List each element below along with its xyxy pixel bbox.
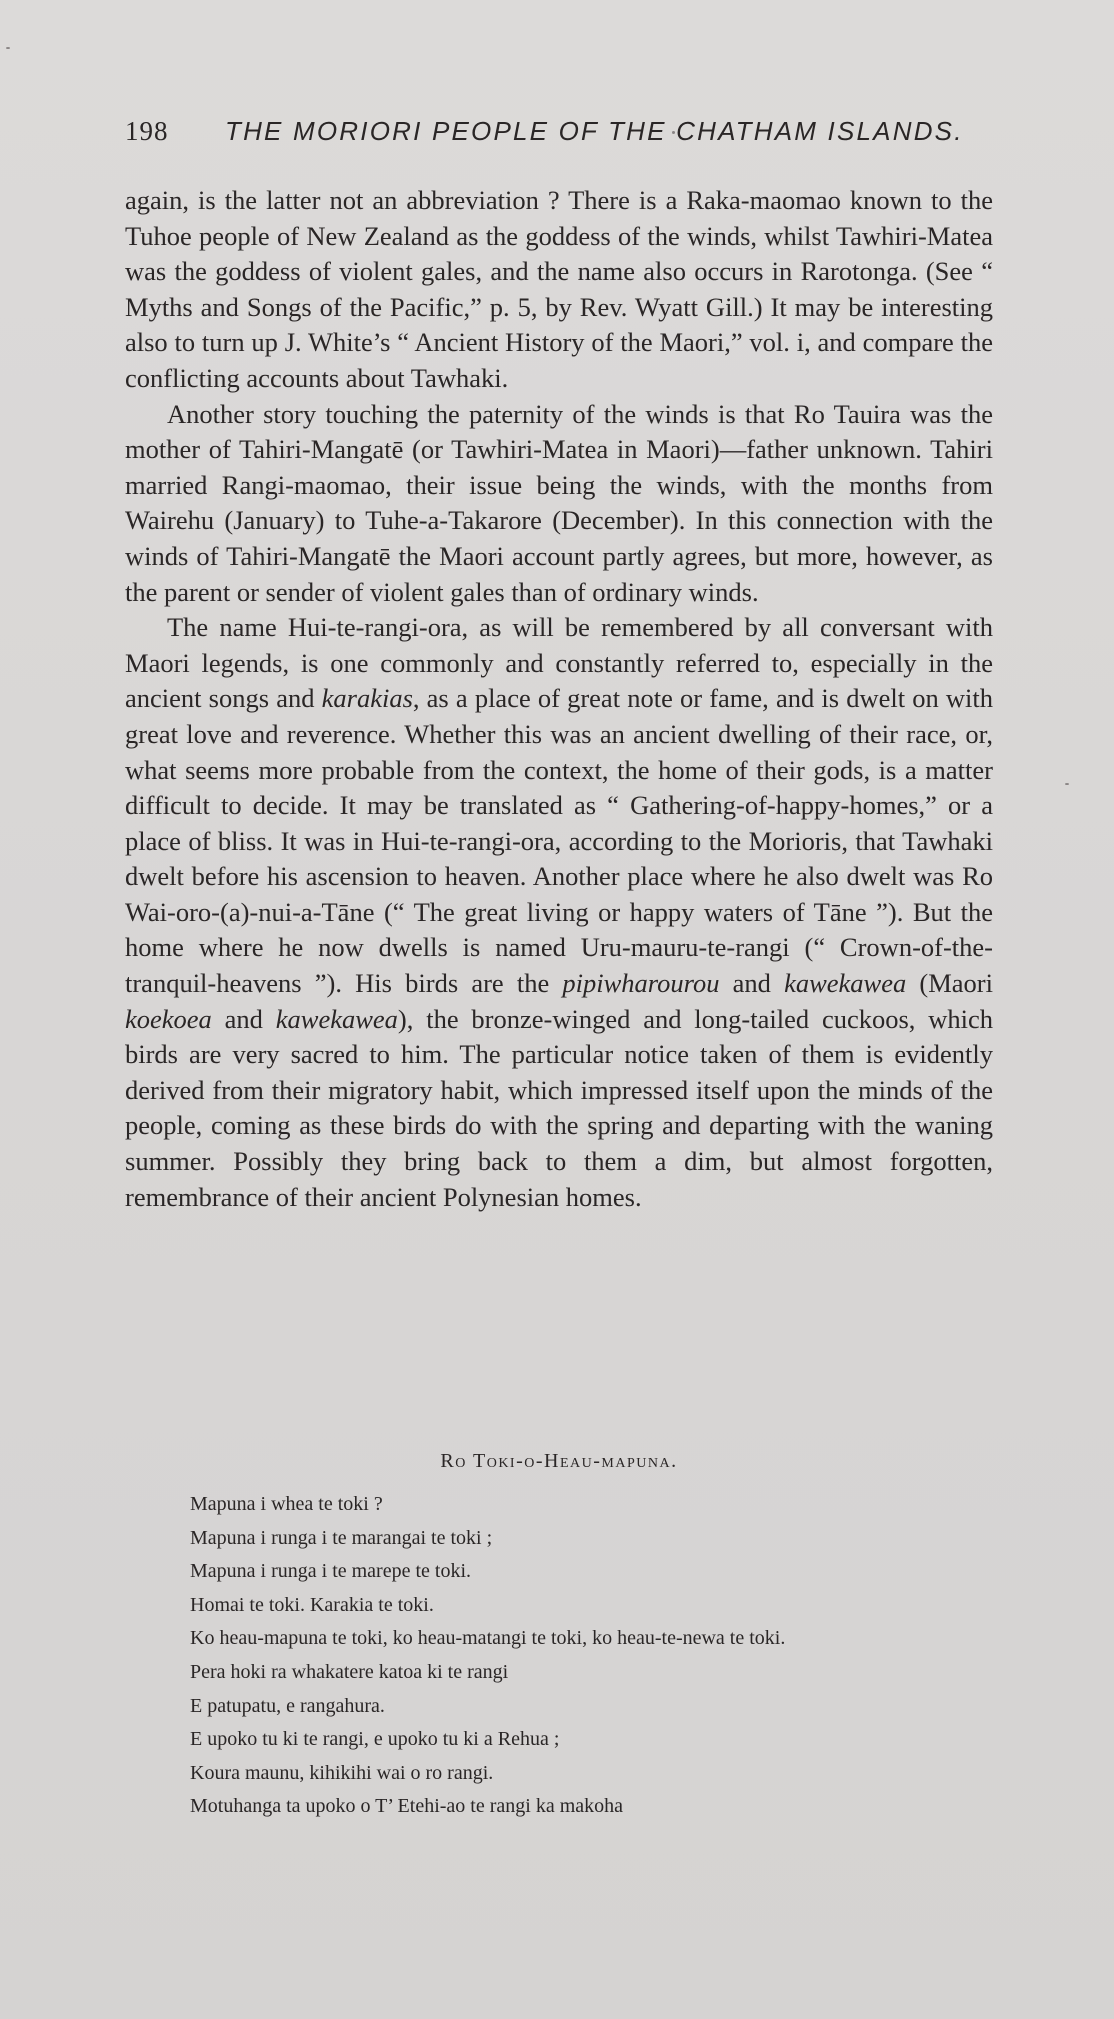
page-number: 198 — [125, 116, 169, 146]
italic-term: pipiwharourou — [562, 968, 720, 999]
chant-line: E patupatu, e rangahura. — [190, 1694, 385, 1717]
italic-term: kawekawea — [275, 1003, 398, 1034]
chant-verse — [190, 1488, 1010, 1824]
italic-term: karakias — [321, 683, 413, 714]
chant-line: Koura maunu, kihikihi wai o ro rangi. — [190, 1761, 494, 1784]
chant-line: Motuhanga ta upoko o T’ Etehi-ao te rangi ka makoha — [190, 1795, 624, 1818]
chant-line: Mapuna i runga i te marangai te toki ; — [190, 1526, 493, 1549]
paragraph: Another story touching the paternity of the winds is that Ro Tauira was the mother of Tahiri-Mangatē (or Tawhiri-Matea in Maori)—father unknown. Tahiri married Rangi-maomao, their issue being the winds, with the months from Wairehu (January) to Tuhe-a-Takarore (December). In this connection with the winds of Tahiri-Mangatē the Maori account partly agrees, but more, however, as the parent or sender of violent gales than of ordinary winds. — [125, 398, 993, 607]
chant-line: Homai te toki. Karakia te toki. — [190, 1593, 434, 1616]
chant-line: Ko heau-mapuna te toki, ko heau-matangi te toki, ko heau-te-newa te toki. — [190, 1627, 786, 1650]
italic-term: koekoea — [125, 1003, 212, 1034]
text-run: and — [211, 1003, 276, 1034]
paper-speck — [1065, 783, 1069, 785]
chant-line: E upoko tu ki te rangi, e upoko tu ki a Rehua ; — [190, 1728, 560, 1751]
italic-term: kawekawea — [784, 968, 907, 999]
section-heading: Ro Toki-o-Heau-mapuna. — [440, 1450, 678, 1472]
body-text — [125, 183, 993, 1215]
text-run: (Maori — [906, 968, 993, 999]
text-run: , as a place of great note or fame, and is dwelt on with great love and reverence. Whether this was an ancient dwelling of their race, or, what seems more probable from the context, the home of their gods, is a matter difficult to decide. It may be translated as “ Gathering-of-happy-homes,” or a place of bliss. It was in Hui-te-rangi-ora, according to the Morioris, that Tawhaki dwelt before his ascension to heaven. Another place where he also dwelt was Ro Wai-oro-(a)-nui-a-Tāne (“ The great living or happy waters of Tāne ”). But the home where he now dwells is named Uru-mauru-te-rangi (“ Crown-of-the-tranquil-heavens ”). His birds are the — [125, 683, 994, 999]
page-header — [125, 112, 1005, 156]
paragraph: again, is the latter not an abbreviation ? There is a Raka-maomao known to the Tuhoe people of New Zealand as the goddess of the winds, whilst Tawhiri-Matea was the goddess of violent gales, and the name also occurs in Rarotonga. (See “ Myths and Songs of the Pacific,” p. 5, by Rev. Wyatt Gill.) It may be interesting also to turn up J. White’s “ Ancient History of the Maori,” vol. i, and compare the conflicting accounts about Tawhaki. — [125, 185, 993, 393]
running-title: THE MORIORI PEOPLE OF THE CHATHAM ISLANDS. — [225, 116, 964, 146]
chant-line: Mapuna i runga i te marepe te toki. — [190, 1560, 472, 1583]
chant-line: Mapuna i whea te toki ? — [190, 1493, 383, 1515]
text-run: ), the bronze-winged and long-tailed cuckoos, which birds are very sacred to him. The particular notice taken of them is evidently derived from their migratory habit, which impressed itself upon the minds of the people, coming as these birds do with the spring and departing with the waning summer. Possibly they bring back to them a dim, but almost forgotten, remembrance of their ancient Polynesian homes. — [125, 1003, 994, 1212]
chant-line: Pera hoki ra whakatere katoa ki te rangi — [190, 1660, 509, 1683]
paper-speck — [6, 47, 10, 49]
text-run: and — [719, 968, 785, 999]
text-run: The name Hui-te-rangi-ora, as will be remembered by all conversant with Maori legends, is one commonly and constantly referred to, especially in the ancient songs and — [125, 612, 993, 714]
paragraph — [125, 610, 993, 1215]
